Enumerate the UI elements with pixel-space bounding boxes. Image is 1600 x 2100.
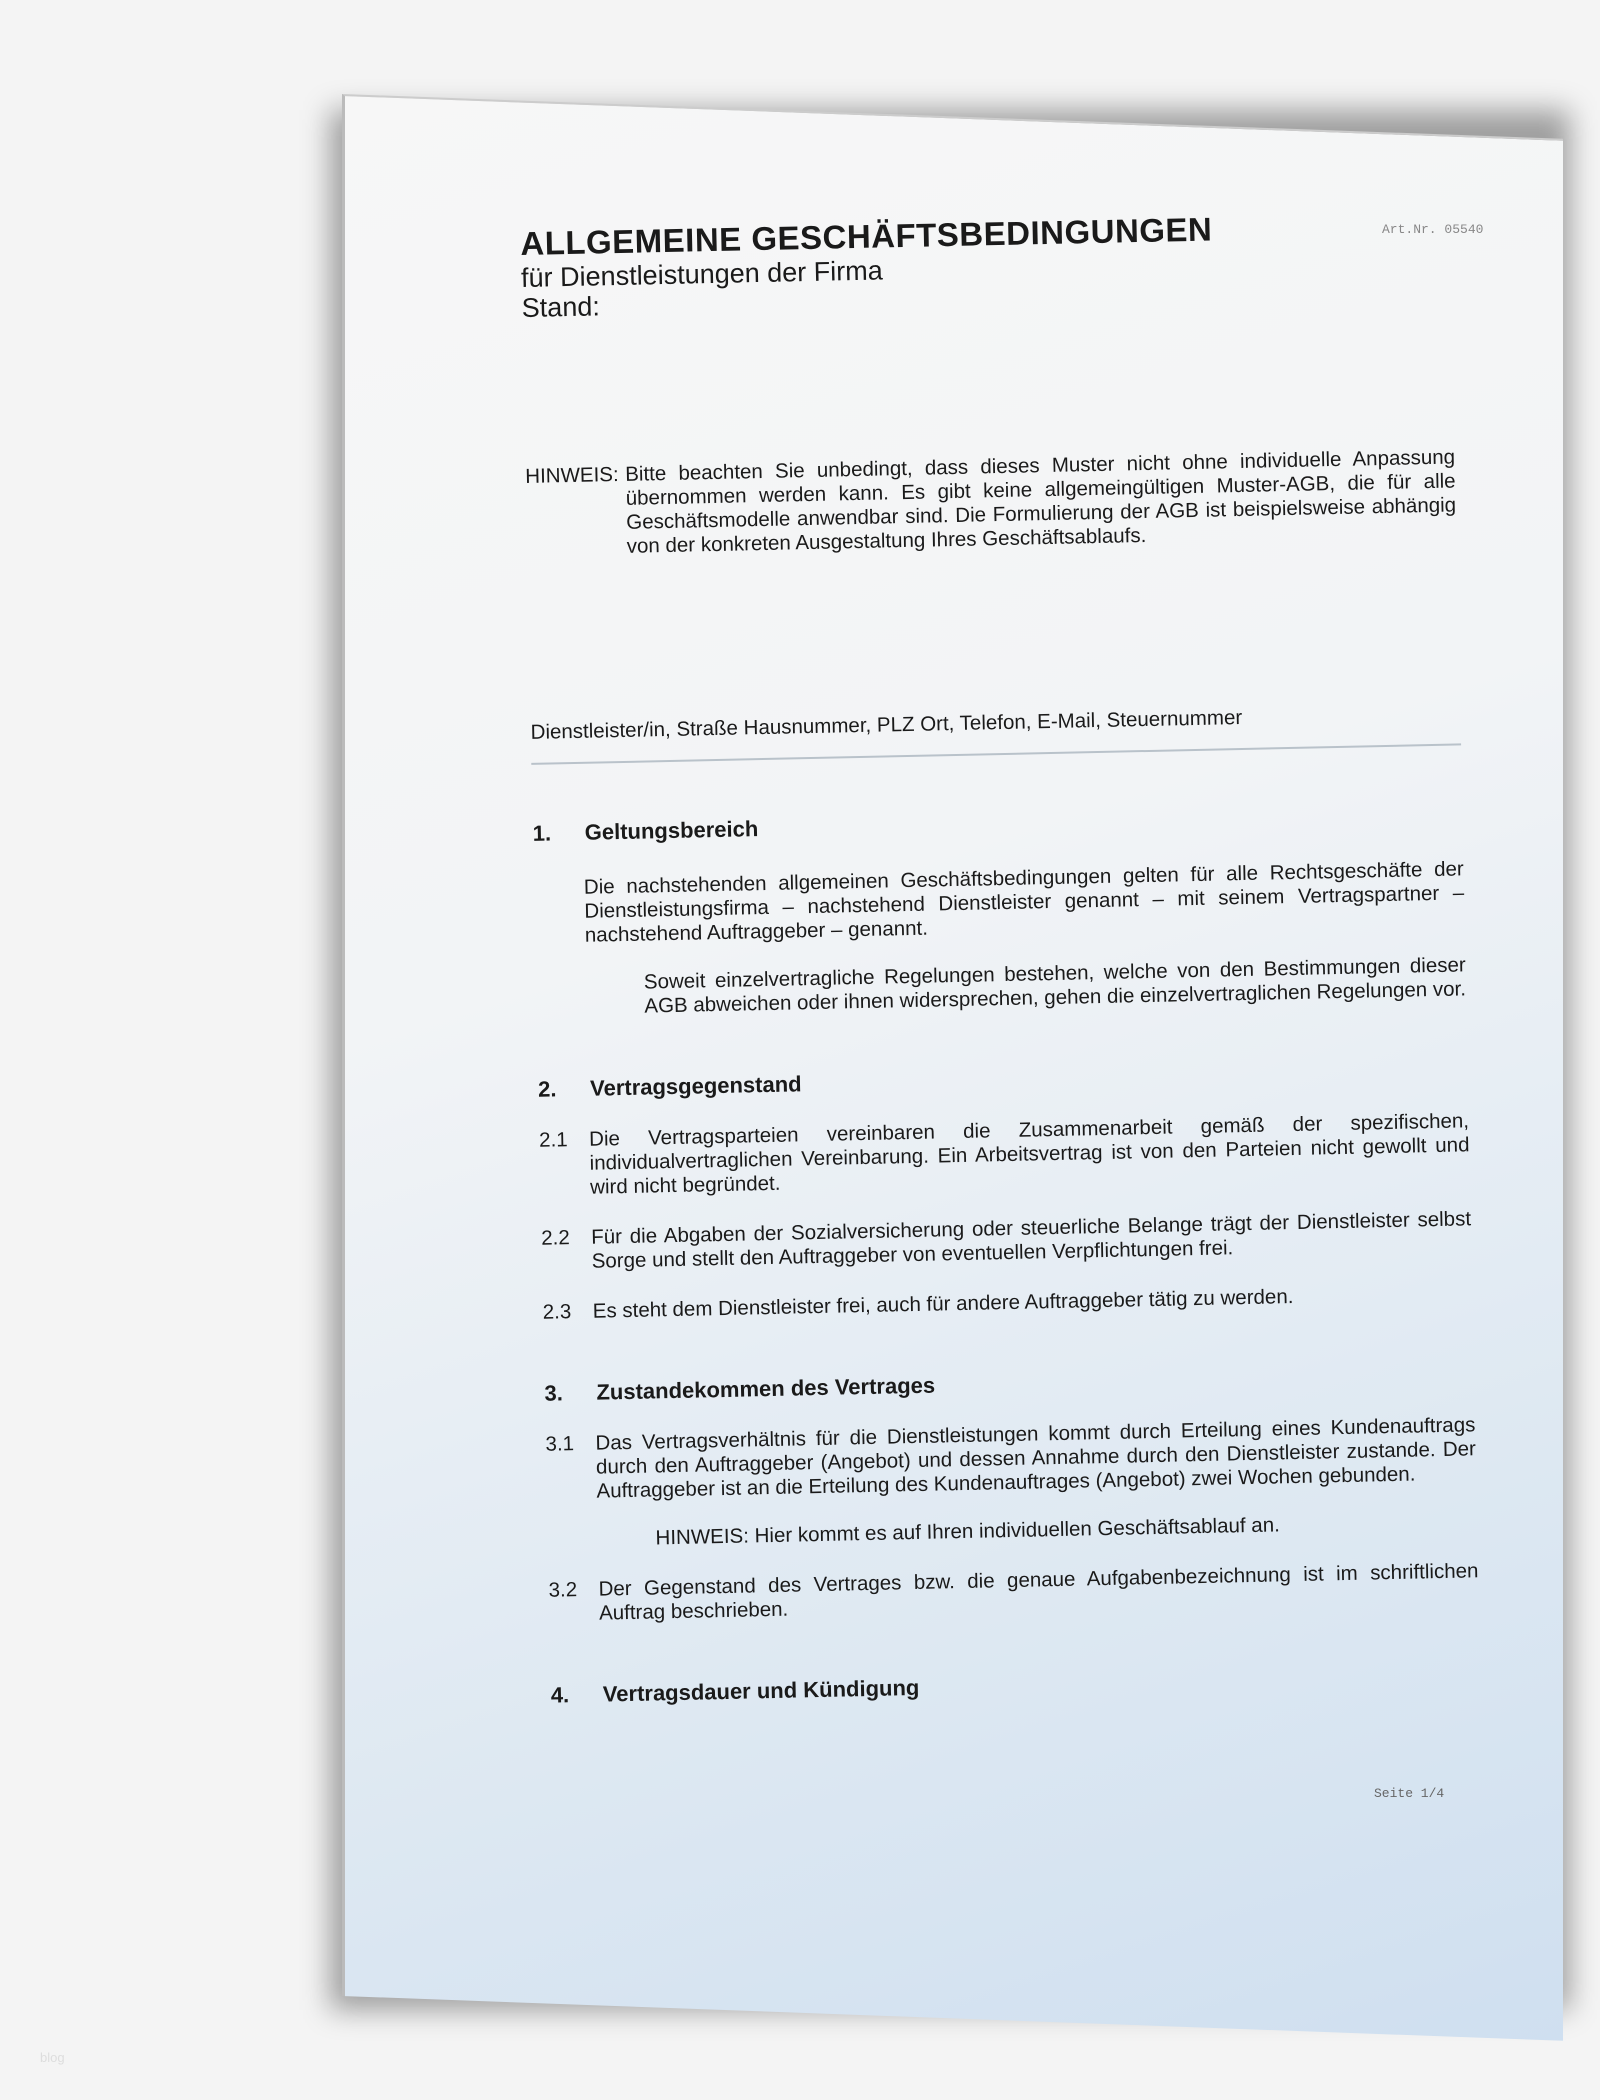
notice-text: Bitte beachten Sie unbedingt, dass dieses Muster nicht ohne individuelle Anpassung übernommen werden kann. Es gibt keine allgemeingültigen Muster-AGB, die für alle Geschäftsmodelle anwendbar sind. Die Formulierung der AGB ist beispielsweise abhängig von der konkreten Ausgestaltung Ihres Geschäftsablaufs. [625,445,1457,558]
clause-number: 3.1 [545,1432,575,1456]
clause-text: Das Vertragsverhältnis für die Dienstleistungen kommt durch Erteilung eines Kundenauftrags durch den Auftraggeber (Angebot) und dessen Annahme durch den Dienstleister zustande. Der Auftraggeber ist an die Erteilung des Kundenauftrages (Angebot) zwei Wochen gebunden. [595,1413,1477,1503]
divider [531,743,1461,764]
section-title: Zustandekommen des Vertrages [596,1372,936,1405]
clause-number: 2.3 [542,1300,572,1324]
clause [539,1109,1470,1200]
page-number: Seite 1/4 [1374,1786,1445,1801]
clause-number: 2.2 [540,1226,570,1250]
section-number: 2. [537,1076,557,1102]
clause [545,1413,1477,1552]
document-title: ALLGEMEINE GESCHÄFTSBEDINGUNGEN [520,210,1213,262]
clause-text: Die Vertragsparteien vereinbaren die Zusammenarbeit gemäß der spezifischen, individualvertraglichen Vereinbarung. Ein Arbeitsvertrag ist von den Parteien nicht gewollt und wird nicht begründet. [588,1109,1470,1199]
clause-text: Für die Abgaben der Sozialversicherung oder steuerliche Belange trägt der Dienstleister selbst Sorge und stellt den Auftraggeber von eventuellen Verpflichtungen frei. [590,1207,1472,1273]
provider-address: Dienstleister/in, Straße Hausnummer, PLZ Ort, Telefon, E-Mail, Steuernummer [530,705,1243,744]
document-subtitle: für Dienstleistungen der Firma [520,255,884,293]
section-number: 1. [532,820,552,846]
clause [541,1207,1472,1274]
section-title: Vertragsgegenstand [589,1071,802,1101]
clause [548,1559,1479,1626]
section-heading [544,1361,1474,1406]
document-content [520,206,1484,1709]
section-heading [532,801,1462,846]
article-number: Art.Nr. 05540 [1382,222,1484,237]
section-title: Geltungsbereich [584,816,759,845]
section-paragraph: Soweit einzelvertragliche Regelungen bestehen, welche von den Bestimmungen dieser AGB abweichen oder ihnen widersprechen, gehen die einzelvertraglichen Regelungen vor. [643,953,1467,1018]
section-number: 4. [550,1682,570,1708]
clause-text: Es steht dem Dienstleister frei, auch für andere Auftraggeber tätig zu werden. [592,1285,1294,1323]
section-paragraph: Die nachstehenden allgemeinen Geschäftsbedingungen gelten für alle Rechtsgeschäfte der Dienstleistungsfirma – nachstehend Dienstleister genannt – mit seinem Vertragspartner – nachstehend Auftraggeber – genannt. [583,857,1465,947]
clause-number: 2.1 [538,1128,568,1152]
section-heading [538,1057,1468,1102]
section-title: Vertragsdauer und Kündigung [602,1674,920,1707]
document-stand: Stand: [521,291,601,323]
clause-number: 3.2 [548,1578,578,1602]
notice [525,445,1457,560]
section-number: 3. [544,1380,564,1406]
watermark: blog [40,2050,65,2065]
clause-text: Der Gegenstand des Vertrages bzw. die genaue Aufgabenbezeichnung ist im schriftlichen Auftrag beschrieben. [598,1559,1479,1625]
notice-label: HINWEIS: [525,462,619,488]
clause [543,1281,1473,1324]
clause-note: HINWEIS: Hier kommt es auf Ihren individuellen Geschäftsablauf an. [655,1513,1281,1550]
